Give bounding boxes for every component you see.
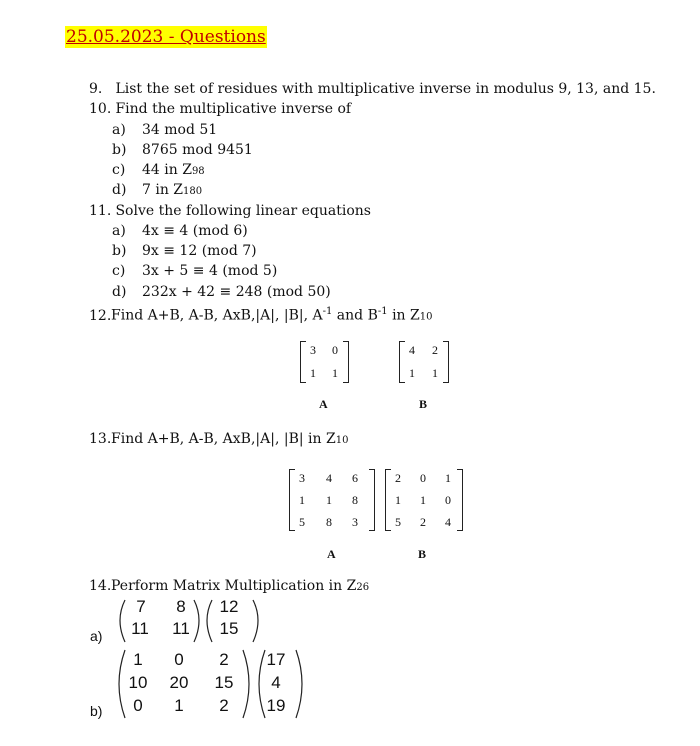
question-14: 14.Perform Matrix Multiplication in Z26 (89, 578, 370, 594)
question-number: 9. (89, 81, 103, 97)
list-item: a) 4x ≡ 4 (mod 6) (112, 223, 248, 239)
question-12: 12.Find A+B, A-B, AxB,|A|, |B|, $A^{-1}$ and $B^{-1}$ in Z10 (89, 306, 433, 324)
list-item: a) 34 mod 51 (112, 122, 218, 138)
matrix-label: A (327, 547, 336, 561)
question-text: Find the multiplicative inverse of (115, 101, 352, 117)
question-text: List the set of residues with multiplicative inverse in modulus 9, 13, and 15. (115, 81, 656, 97)
list-item: b) 8765 mod 9451 (112, 142, 253, 158)
question-10 (89, 100, 351, 118)
list-item: b) 9x ≡ 12 (mod 7) (112, 243, 257, 259)
question-13: 13.Find A+B, A-B, AxB,|A|, |B| in Z10 (89, 431, 349, 447)
list-item: d) 232x + 42 ≡ 248 (mod 50) (112, 284, 331, 300)
question-9 (89, 80, 656, 98)
question-number: 10. (89, 101, 112, 117)
matrix-label: B (418, 547, 427, 561)
part-label: b) (90, 703, 103, 719)
matrix-label: B (419, 397, 428, 411)
question-11 (89, 202, 371, 220)
list-item: c) 3x + 5 ≡ 4 (mod 5) (112, 263, 278, 279)
right-bracket (457, 469, 463, 531)
question-number: 12. (89, 307, 112, 324)
list-item: c) 44 in Z98 (112, 162, 205, 178)
page-title: 25.05.2023 - Questions (66, 27, 266, 47)
matrix-label: A (319, 397, 328, 411)
question-number: 14. (89, 578, 112, 594)
list-item: d) 7 in Z180 (112, 182, 203, 198)
question-text: Solve the following linear equations (115, 203, 371, 219)
question-number: 11. (89, 203, 112, 219)
right-bracket (343, 341, 349, 383)
part-label: a) (90, 628, 103, 644)
right-bracket (443, 341, 449, 383)
question-number: 13. (89, 431, 112, 447)
right-bracket (369, 469, 375, 531)
